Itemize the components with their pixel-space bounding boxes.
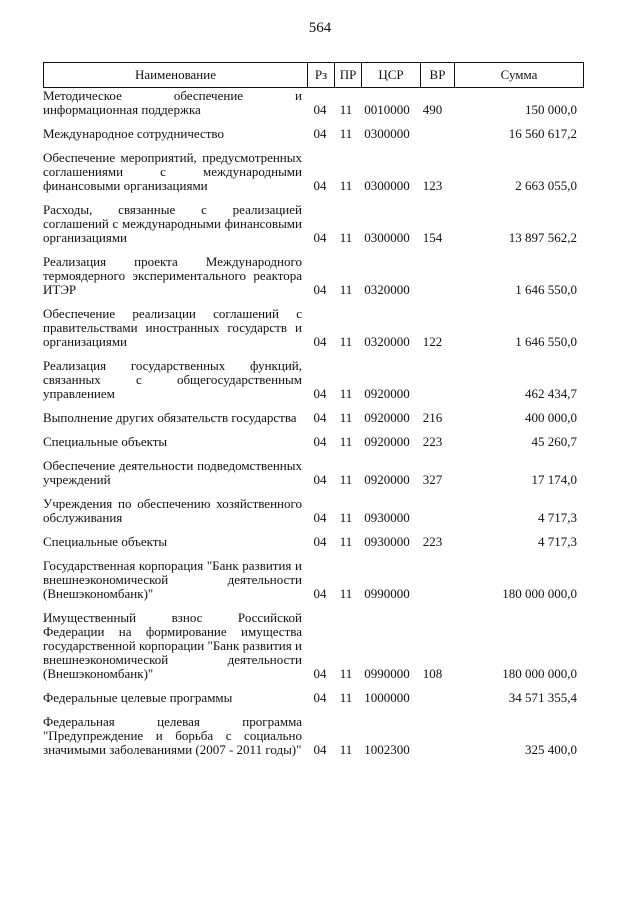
cell-csr: 0320000 bbox=[364, 334, 410, 349]
cell-rz: 04 bbox=[313, 472, 327, 487]
cell-rz: 04 bbox=[313, 102, 327, 117]
cell-vr: 123 bbox=[422, 178, 443, 193]
cell-vr: 122 bbox=[422, 334, 443, 349]
cell-name: Методическое обеспечение и информационная поддержка bbox=[43, 88, 302, 117]
cell-rz: 04 bbox=[313, 410, 327, 425]
table-row bbox=[43, 255, 577, 297]
column-header-name: Наименование bbox=[44, 63, 308, 88]
cell-sum: 180 000 000,0 bbox=[502, 586, 577, 601]
cell-vr bbox=[416, 255, 449, 297]
cell-csr: 0300000 bbox=[364, 230, 410, 245]
column-header-sum: Сумма bbox=[455, 63, 584, 88]
cell-sum: 13 897 562,2 bbox=[508, 230, 577, 245]
cell-vr: 216 bbox=[422, 410, 443, 425]
cell-csr: 1000000 bbox=[364, 690, 410, 705]
cell-vr bbox=[416, 359, 449, 401]
cell-pr: 11 bbox=[339, 666, 353, 681]
cell-sum: 4 717,3 bbox=[538, 510, 577, 525]
cell-sum: 180 000 000,0 bbox=[502, 666, 577, 681]
cell-rz: 04 bbox=[313, 282, 327, 297]
cell-sum: 1 646 550,0 bbox=[515, 282, 577, 297]
cell-rz: 04 bbox=[313, 742, 327, 757]
cell-pr: 11 bbox=[339, 334, 353, 349]
cell-sum: 2 663 055,0 bbox=[515, 178, 577, 193]
cell-pr: 11 bbox=[339, 178, 353, 193]
table-row bbox=[43, 151, 577, 193]
cell-vr bbox=[416, 691, 449, 705]
cell-pr: 11 bbox=[339, 690, 353, 705]
cell-name: Федеральные целевые программы bbox=[43, 690, 233, 705]
cell-name: Реализация государственных функций, связанных с общегосударственным управлением bbox=[43, 358, 302, 401]
cell-vr: 490 bbox=[422, 102, 443, 117]
cell-csr: 0920000 bbox=[364, 434, 410, 449]
cell-pr: 11 bbox=[339, 126, 353, 141]
cell-rz: 04 bbox=[313, 230, 327, 245]
budget-table-body bbox=[43, 89, 577, 757]
column-header-rz: Рз bbox=[308, 63, 335, 88]
table-row bbox=[43, 89, 577, 117]
cell-pr: 11 bbox=[339, 282, 353, 297]
cell-name: Обеспечение мероприятий, предусмотренных соглашениями с международными финансовыми организациями bbox=[43, 150, 302, 193]
cell-csr: 0010000 bbox=[364, 102, 410, 117]
cell-pr: 11 bbox=[339, 742, 353, 757]
cell-rz: 04 bbox=[313, 434, 327, 449]
cell-rz: 04 bbox=[313, 666, 327, 681]
cell-vr: 154 bbox=[422, 230, 443, 245]
column-header-pr: ПР bbox=[335, 63, 362, 88]
cell-pr: 11 bbox=[339, 230, 353, 245]
table-row bbox=[43, 411, 577, 425]
cell-pr: 11 bbox=[339, 586, 353, 601]
cell-name: Федеральная целевая программа "Предупреждение и борьба с социально значимыми заболеваниями (2007 - 2011 годы)" bbox=[43, 714, 302, 757]
cell-vr: 223 bbox=[422, 534, 443, 549]
cell-sum: 1 646 550,0 bbox=[515, 334, 577, 349]
table-row bbox=[43, 203, 577, 245]
cell-csr: 0930000 bbox=[364, 534, 410, 549]
table-row bbox=[43, 559, 577, 601]
cell-csr: 1002300 bbox=[364, 742, 410, 757]
cell-pr: 11 bbox=[339, 472, 353, 487]
cell-sum: 325 400,0 bbox=[525, 742, 577, 757]
cell-pr: 11 bbox=[339, 534, 353, 549]
cell-vr bbox=[416, 497, 449, 525]
table-row bbox=[43, 127, 577, 141]
cell-pr: 11 bbox=[339, 386, 353, 401]
cell-csr: 0990000 bbox=[364, 666, 410, 681]
cell-sum: 4 717,3 bbox=[538, 534, 577, 549]
cell-vr bbox=[416, 715, 449, 757]
table-row bbox=[43, 435, 577, 449]
cell-name: Расходы, связанные с реализацией соглашений с международными финансовыми организациями bbox=[43, 202, 302, 245]
cell-name: Специальные объекты bbox=[43, 534, 168, 549]
table-row bbox=[43, 691, 577, 705]
cell-rz: 04 bbox=[313, 126, 327, 141]
table-row bbox=[43, 497, 577, 525]
cell-name: Специальные объекты bbox=[43, 434, 168, 449]
cell-name: Учреждения по обеспечению хозяйственного обслуживания bbox=[43, 496, 302, 525]
cell-sum: 400 000,0 bbox=[525, 410, 577, 425]
cell-pr: 11 bbox=[339, 410, 353, 425]
cell-vr: 327 bbox=[422, 472, 443, 487]
cell-name: Выполнение других обязательств государства bbox=[43, 410, 297, 425]
column-header-vr: ВР bbox=[421, 63, 455, 88]
cell-sum: 34 571 355,4 bbox=[508, 690, 577, 705]
cell-rz: 04 bbox=[313, 386, 327, 401]
cell-name: Обеспечение деятельности подведомственных учреждений bbox=[43, 458, 302, 487]
cell-sum: 150 000,0 bbox=[525, 102, 577, 117]
cell-rz: 04 bbox=[313, 178, 327, 193]
cell-pr: 11 bbox=[339, 102, 353, 117]
table-row bbox=[43, 359, 577, 401]
cell-csr: 0920000 bbox=[364, 386, 410, 401]
cell-csr: 0920000 bbox=[364, 410, 410, 425]
cell-pr: 11 bbox=[339, 510, 353, 525]
table-row bbox=[43, 535, 577, 549]
table-header bbox=[43, 62, 584, 88]
cell-rz: 04 bbox=[313, 534, 327, 549]
cell-name: Обеспечение реализации соглашений с правительствами иностранных государств и организациями bbox=[43, 306, 302, 349]
cell-sum: 462 434,7 bbox=[525, 386, 577, 401]
cell-csr: 0300000 bbox=[364, 178, 410, 193]
cell-sum: 17 174,0 bbox=[531, 472, 577, 487]
cell-vr bbox=[416, 559, 449, 601]
cell-sum: 45 260,7 bbox=[531, 434, 577, 449]
page-number: 564 bbox=[308, 20, 332, 36]
cell-vr bbox=[416, 127, 449, 141]
cell-rz: 04 bbox=[313, 690, 327, 705]
cell-pr: 11 bbox=[339, 434, 353, 449]
cell-vr: 223 bbox=[422, 434, 443, 449]
column-header-csr: ЦСР bbox=[362, 63, 421, 88]
cell-rz: 04 bbox=[313, 586, 327, 601]
cell-vr: 108 bbox=[422, 666, 443, 681]
table-row bbox=[43, 611, 577, 681]
table-row bbox=[43, 459, 577, 487]
cell-rz: 04 bbox=[313, 510, 327, 525]
table-row bbox=[43, 307, 577, 349]
cell-rz: 04 bbox=[313, 334, 327, 349]
cell-sum: 16 560 617,2 bbox=[508, 126, 577, 141]
cell-csr: 0990000 bbox=[364, 586, 410, 601]
cell-name: Государственная корпорация "Банк развития и внешнеэкономической деятельности (Внешэкономбанк)" bbox=[43, 558, 302, 601]
cell-csr: 0300000 bbox=[364, 126, 410, 141]
cell-csr: 0930000 bbox=[364, 510, 410, 525]
table-row bbox=[43, 715, 577, 757]
cell-csr: 0920000 bbox=[364, 472, 410, 487]
cell-csr: 0320000 bbox=[364, 282, 410, 297]
cell-name: Реализация проекта Международного термоядерного экспериментального реактора ИТЭР bbox=[43, 254, 302, 297]
cell-name: Имущественный взнос Российской Федерации на формирование имущества государственной корпорации "Банк развития и внешнеэкономической деятельности (Внешэкономбанк)" bbox=[43, 610, 302, 681]
cell-name: Международное сотрудничество bbox=[43, 126, 224, 141]
